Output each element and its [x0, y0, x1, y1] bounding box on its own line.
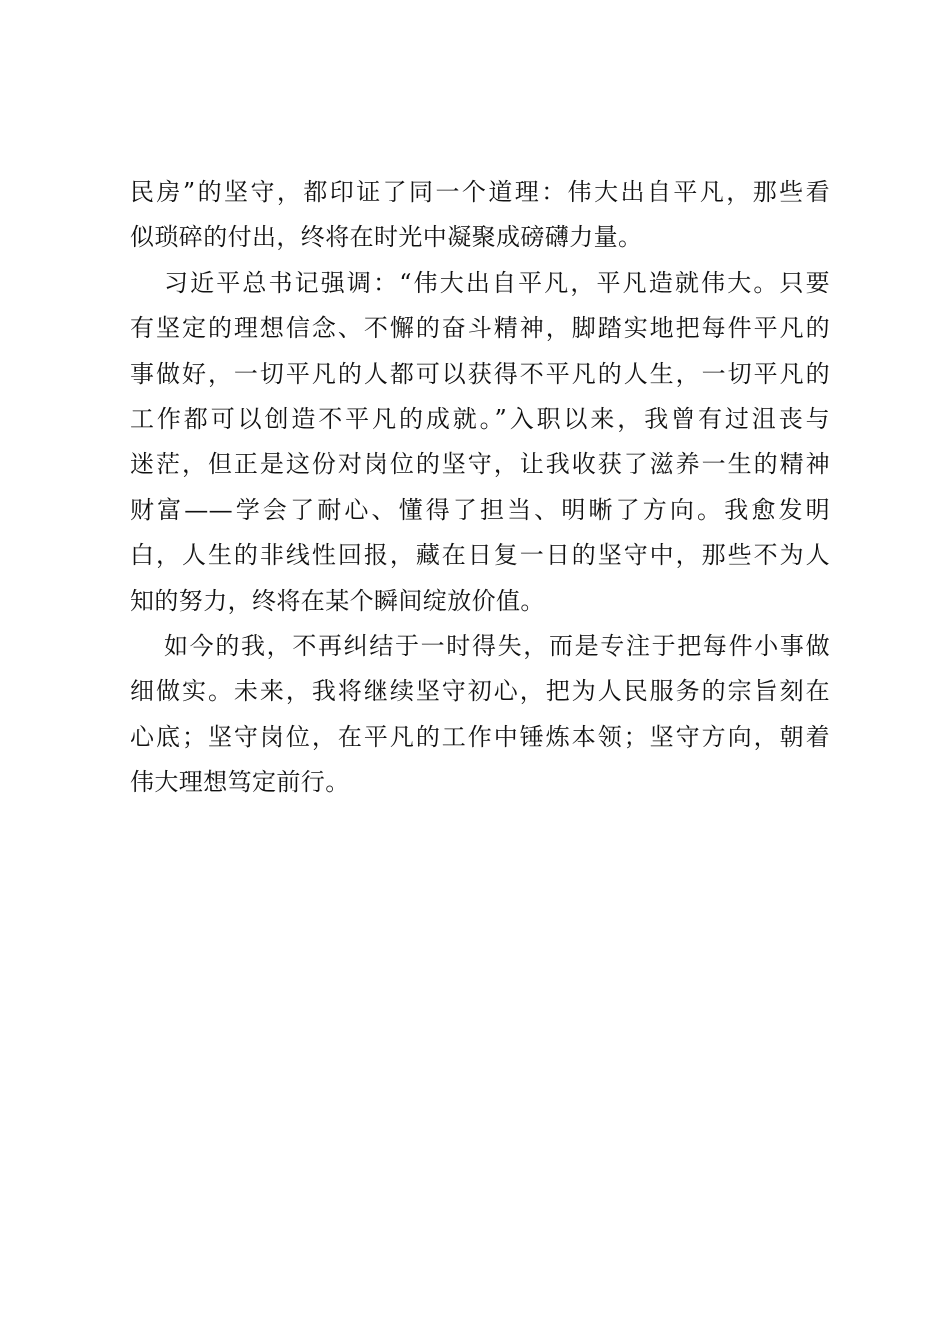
text-line: 民房”的坚守，都印证了同一个道理：伟大出自平凡，那些看 — [130, 178, 830, 206]
text-line: 工作都可以创造不平凡的成就。”入职以来，我曾有过沮丧与 — [130, 405, 830, 434]
text-line: 迷茫，但正是这份对岗位的坚守，让我收获了滋养一生的精神 — [130, 450, 830, 479]
text-line: 事做好，一切平凡的人都可以获得不平凡的人生，一切平凡的 — [130, 359, 830, 388]
text-line: 似琐碎的付出，终将在时光中凝聚成磅礴力量。 — [130, 223, 643, 252]
text-line: 心底；坚守岗位，在平凡的工作中锤炼本领；坚守方向，朝着 — [130, 722, 830, 751]
text-line: 有坚定的理想信念、不懈的奋斗精神，脚踏实地把每件平凡的 — [130, 314, 830, 343]
text-line: 如今的我，不再纠结于一时得失，而是专注于把每件小事做 — [164, 632, 830, 661]
text-line: 财富——学会了耐心、懂得了担当、明晰了方向。我愈发明 — [130, 495, 830, 524]
text-line: 白，人生的非线性回报，藏在日复一日的坚守中，那些不为人 — [130, 541, 830, 570]
body-text — [130, 170, 830, 806]
text-line: 习近平总书记强调：“伟大出自平凡，平凡造就伟大。只要 — [164, 268, 830, 297]
text-line: 细做实。未来，我将继续坚守初心，把为人民服务的宗旨刻在 — [130, 677, 830, 706]
text-line: 知的努力，终将在某个瞬间绽放价值。 — [130, 586, 545, 615]
text-line: 伟大理想笃定前行。 — [130, 768, 350, 797]
